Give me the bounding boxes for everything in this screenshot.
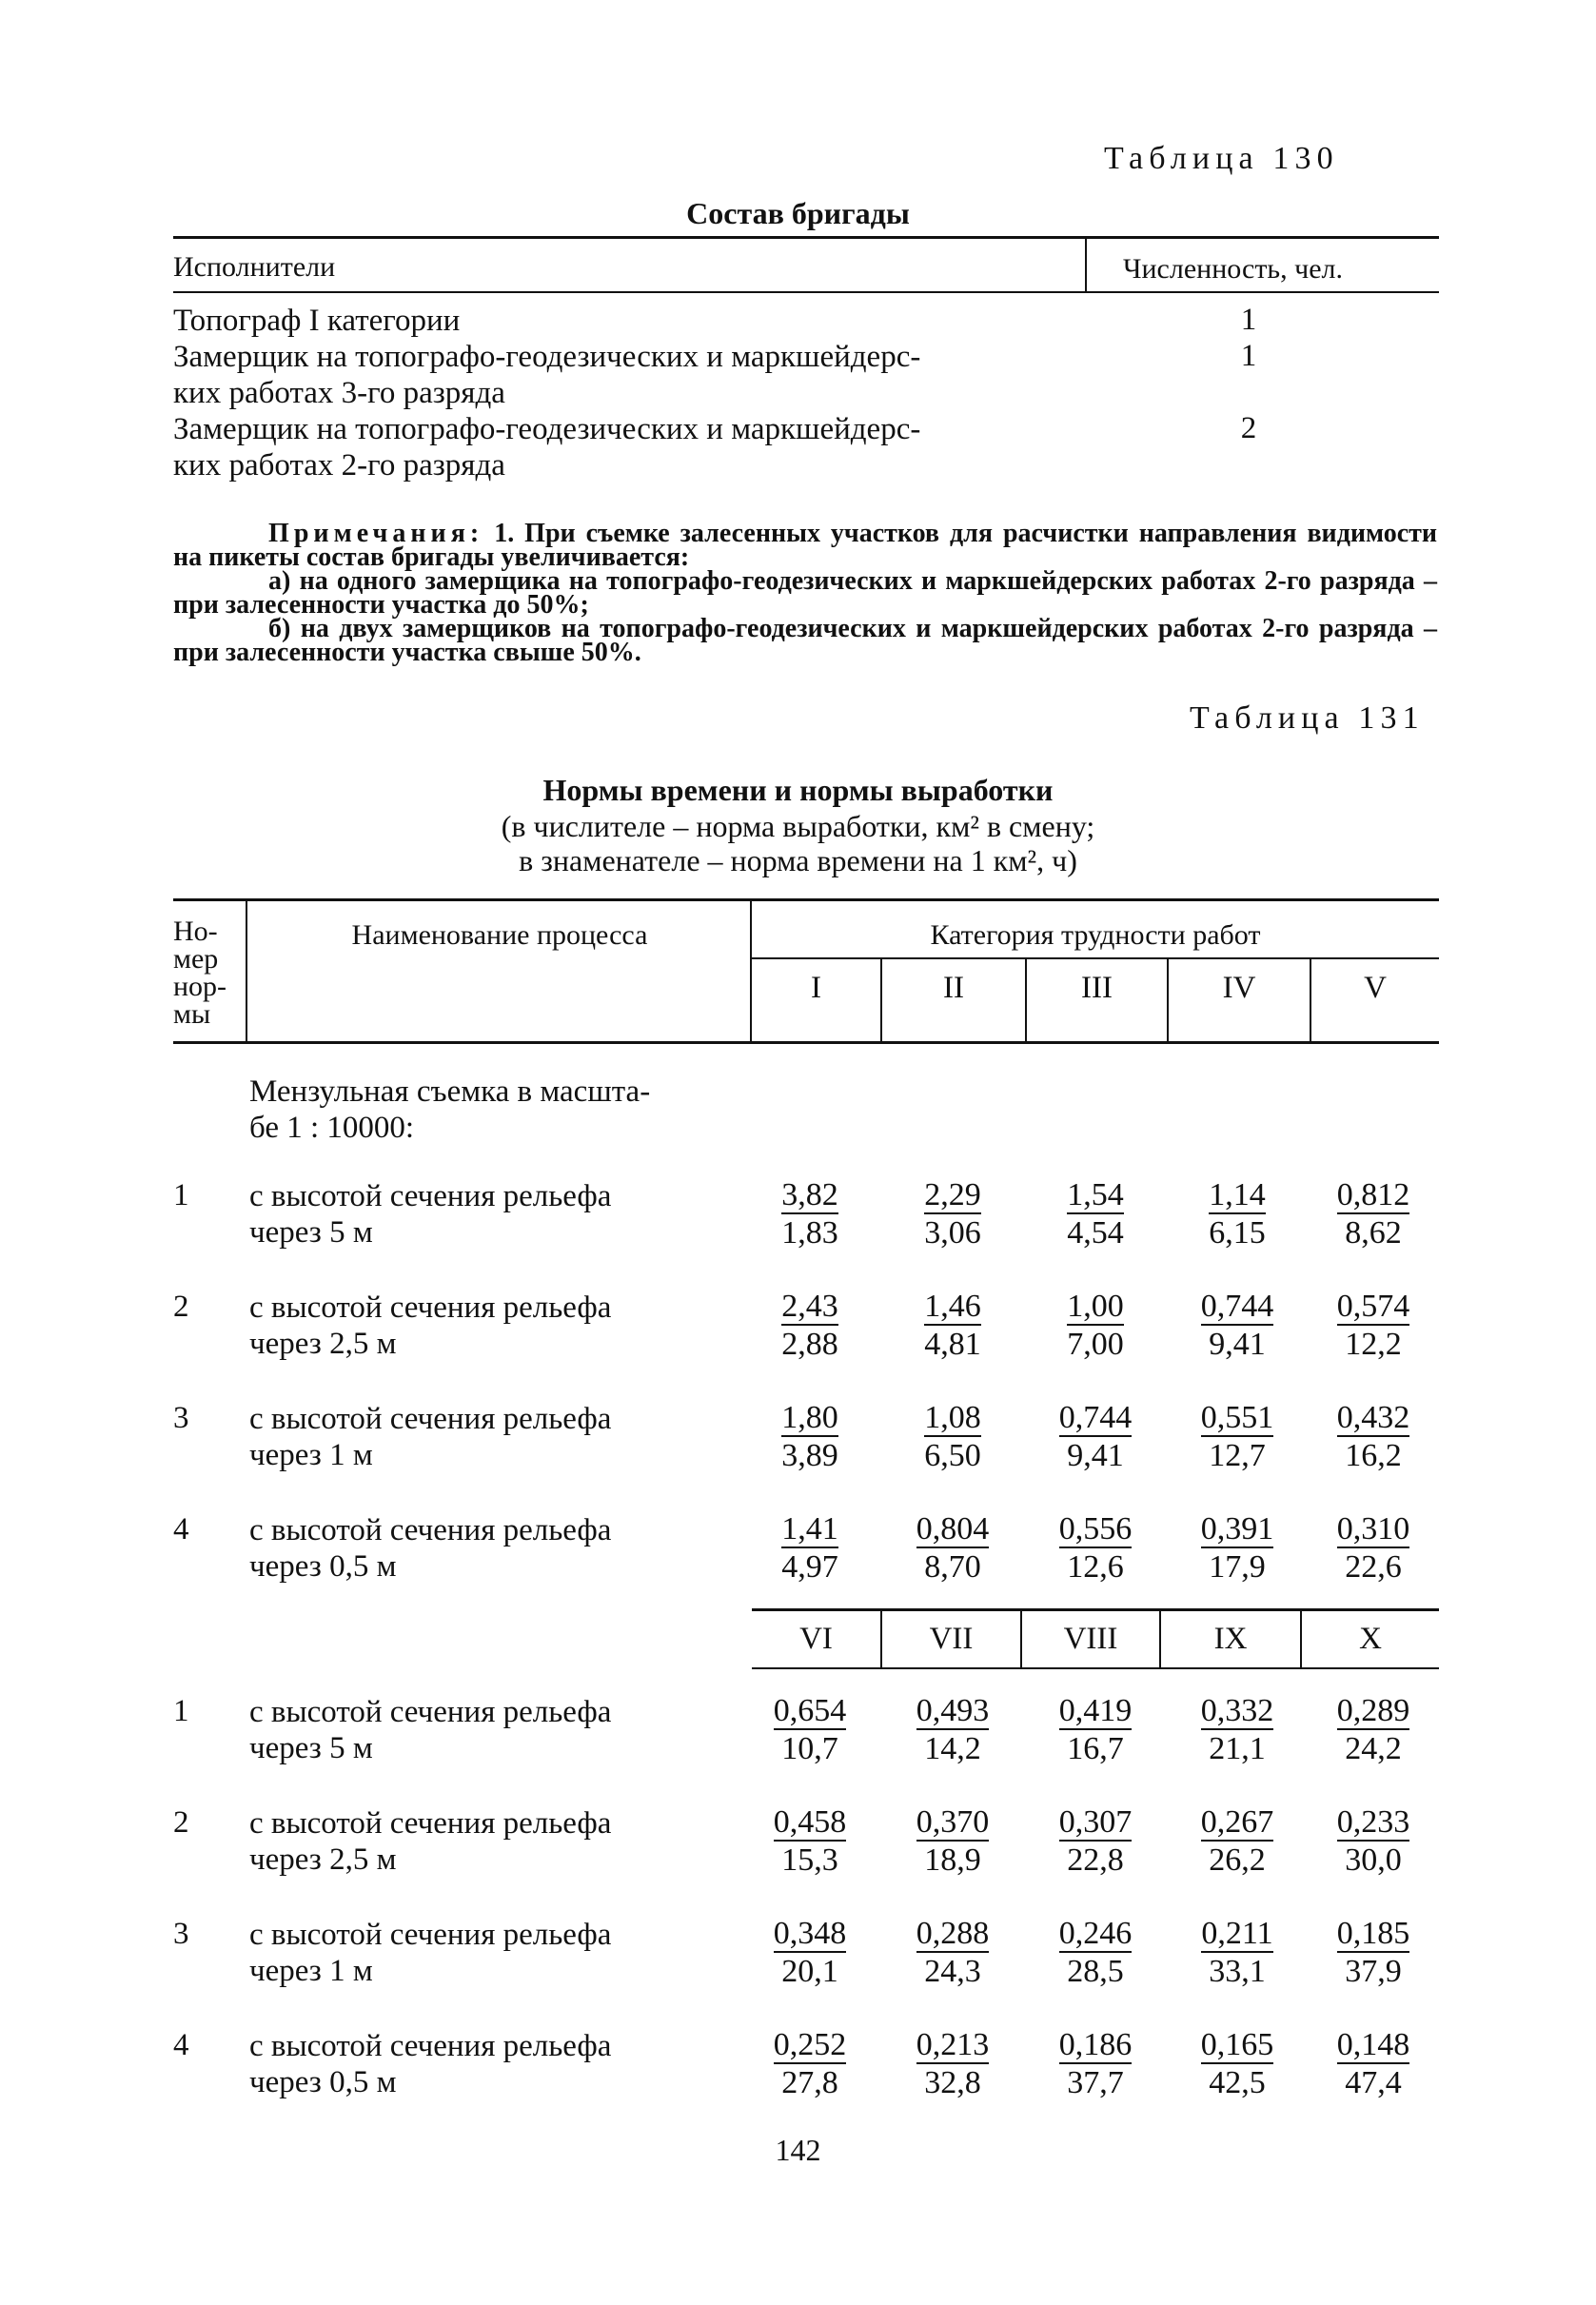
- table-130-top-rule: [173, 236, 1439, 239]
- table-130-title: Состав бригады: [686, 196, 910, 230]
- norm-fraction: [1185, 2026, 1290, 2102]
- note-1: 1. При съемке залесенных участков для расчистки направления видимости на пикеты состав бригады увеличивается:: [173, 519, 1438, 572]
- table-130-row: [173, 339, 920, 411]
- row-text: Топограф I категории: [173, 304, 461, 338]
- norm-fraction: [1185, 1176, 1290, 1252]
- table-131-top-rule: [173, 898, 1439, 901]
- output-norm: 0,148: [1336, 2027, 1410, 2062]
- norm-fraction: [1185, 1915, 1290, 1991]
- time-norm: 6,50: [924, 1438, 981, 1473]
- norm-number: 3: [173, 1917, 189, 1951]
- norm-fraction: [900, 1176, 1005, 1252]
- time-norm: 27,8: [781, 2065, 838, 2100]
- output-norm: 0,332: [1200, 1693, 1274, 1728]
- norm-fraction: [1321, 1288, 1426, 1364]
- time-norm: 9,41: [1209, 1327, 1266, 1362]
- time-norm: 6,15: [1209, 1215, 1266, 1251]
- time-norm: 16,7: [1067, 1731, 1124, 1766]
- output-norm: 0,804: [916, 1511, 990, 1547]
- norm-fraction: [1043, 1803, 1148, 1880]
- process-name: с высотой сечения рельефа через 0,5 м: [249, 2029, 612, 2099]
- time-norm: 32,8: [924, 2065, 981, 2100]
- time-norm: 8,70: [924, 1549, 981, 1585]
- category-col-6: VI: [799, 1622, 833, 1656]
- norm-fraction: [900, 1510, 1005, 1586]
- norm-number: 4: [173, 2028, 189, 2062]
- table-130-label: Таблица 130: [1104, 141, 1339, 176]
- norm-fraction: [758, 1692, 862, 1768]
- output-norm: 0,812: [1336, 1177, 1410, 1212]
- norm-fraction: [758, 1915, 862, 1991]
- output-norm: 0,432: [1336, 1400, 1410, 1435]
- time-norm: 26,2: [1209, 1842, 1266, 1878]
- norm-fraction: [1321, 1803, 1426, 1880]
- output-norm: 0,556: [1058, 1511, 1133, 1547]
- norm-fraction: [758, 1288, 862, 1364]
- norm-fraction: [1321, 1915, 1426, 1991]
- time-norm: 10,7: [781, 1731, 838, 1766]
- table-130-header-count: Численность, чел.: [1123, 253, 1343, 285]
- norm-fraction: [1043, 1915, 1148, 1991]
- norm-number: 4: [173, 1512, 189, 1547]
- output-norm: 0,574: [1336, 1289, 1410, 1324]
- norm-fraction: [1185, 1510, 1290, 1586]
- time-norm: 37,9: [1345, 1954, 1402, 1989]
- norm-fraction: [1043, 2026, 1148, 2102]
- time-norm: 14,2: [924, 1731, 981, 1766]
- process-name: с высотой сечения рельефа через 2,5 м: [249, 1806, 612, 1877]
- output-norm: 0,391: [1200, 1511, 1274, 1547]
- norm-fraction: [1043, 1399, 1148, 1475]
- output-norm: 0,185: [1336, 1916, 1410, 1951]
- time-norm: 20,1: [781, 1954, 838, 1989]
- time-norm: 2,88: [781, 1327, 838, 1362]
- norm-fraction: [900, 1288, 1005, 1364]
- norm-fraction: [900, 1915, 1005, 1991]
- table-131-header-rule: [173, 1041, 1439, 1044]
- norm-number: 1: [173, 1694, 189, 1728]
- header-process: Наименование процесса: [351, 919, 648, 951]
- table-131-title: Нормы времени и нормы выработки: [542, 773, 1054, 807]
- time-norm: 30,0: [1345, 1842, 1402, 1878]
- output-norm: 0,654: [773, 1693, 847, 1728]
- output-norm: 0,246: [1058, 1916, 1133, 1951]
- output-norm: 0,348: [773, 1916, 847, 1951]
- norm-fraction: [900, 1803, 1005, 1880]
- row-text-cont: ких работах 2-го разряда: [173, 448, 505, 483]
- time-norm: 12,2: [1345, 1327, 1402, 1362]
- norm-fraction: [1043, 1176, 1148, 1252]
- time-norm: 12,7: [1209, 1438, 1266, 1473]
- process-name: с высотой сечения рельефа через 5 м: [249, 1179, 612, 1250]
- row-count: 1: [1240, 303, 1257, 337]
- output-norm: 0,458: [773, 1804, 847, 1840]
- output-norm: 0,744: [1058, 1400, 1133, 1435]
- norm-fraction: [758, 1803, 862, 1880]
- time-norm: 22,8: [1067, 1842, 1124, 1878]
- norm-number: 2: [173, 1290, 189, 1324]
- process-name: с высотой сечения рельефа через 0,5 м: [249, 1513, 612, 1584]
- output-norm: 0,744: [1200, 1289, 1274, 1324]
- norm-fraction: [1321, 1176, 1426, 1252]
- time-norm: 24,2: [1345, 1731, 1402, 1766]
- norm-fraction: [1043, 1692, 1148, 1768]
- time-norm: 17,9: [1209, 1549, 1266, 1585]
- norm-fraction: [1321, 2026, 1426, 2102]
- output-norm: 0,307: [1058, 1804, 1133, 1840]
- table-130-col-divider: [1085, 238, 1087, 293]
- notes-block: [173, 519, 1438, 667]
- output-norm: 3,82: [781, 1177, 838, 1212]
- time-norm: 3,06: [924, 1215, 981, 1251]
- time-norm: 18,9: [924, 1842, 981, 1878]
- category-col-2: II: [943, 971, 964, 1005]
- table-131-subtitle: в знаменателе – норма времени на 1 км², ч): [519, 843, 1077, 877]
- norm-number: 2: [173, 1805, 189, 1840]
- table-131-label: Таблица 131: [1190, 700, 1425, 736]
- category-col-7: VII: [929, 1622, 974, 1656]
- output-norm: 2,43: [781, 1289, 838, 1324]
- header-category: Категория трудности работ: [930, 919, 1261, 951]
- note-a: а) на одного замерщика на топографо-геодезических и маркшейдерских работах 2-го разряда – при залесенности участка до 50%;: [173, 566, 1437, 620]
- row-text: Замерщик на топографо-геодезических и маркшейдерс-: [173, 340, 921, 374]
- time-norm: 47,4: [1345, 2065, 1402, 2100]
- time-norm: 16,2: [1345, 1438, 1402, 1473]
- category-col-3: III: [1081, 971, 1113, 1005]
- row-text: Замерщик на топографо-геодезических и маркшейдерс-: [173, 412, 921, 446]
- time-norm: 4,54: [1067, 1215, 1124, 1251]
- process-name: с высотой сечения рельефа через 5 м: [249, 1695, 612, 1765]
- norm-fraction: [1185, 1399, 1290, 1475]
- norm-fraction: [1185, 1288, 1290, 1364]
- output-norm: 0,186: [1058, 2027, 1133, 2062]
- time-norm: 1,83: [781, 1215, 838, 1251]
- process-name: с высотой сечения рельефа через 2,5 м: [249, 1290, 612, 1361]
- note-b: б) на двух замерщиков на топографо-геодезических и маркшейдерских работах 2-го разряда – при залесенности участка свыше 50%.: [173, 614, 1437, 667]
- table-131-col-divider: [246, 900, 247, 1043]
- output-norm: 0,289: [1336, 1693, 1410, 1728]
- time-norm: 21,1: [1209, 1731, 1266, 1766]
- norm-number: 3: [173, 1401, 189, 1435]
- time-norm: 37,7: [1067, 2065, 1124, 2100]
- time-norm: 42,5: [1209, 2065, 1266, 2100]
- output-norm: 1,08: [924, 1400, 981, 1435]
- output-norm: 0,419: [1058, 1693, 1133, 1728]
- row-count: 1: [1240, 339, 1257, 373]
- output-norm: 0,551: [1200, 1400, 1274, 1435]
- output-norm: 0,213: [916, 2027, 990, 2062]
- norm-fraction: [1321, 1399, 1426, 1475]
- output-norm: 1,41: [781, 1511, 838, 1547]
- norm-fraction: [900, 1399, 1005, 1475]
- output-norm: 1,14: [1209, 1177, 1266, 1212]
- time-norm: 15,3: [781, 1842, 838, 1878]
- time-norm: 4,97: [781, 1549, 838, 1585]
- time-norm: 7,00: [1067, 1327, 1124, 1362]
- table-131-category-rule: [750, 957, 1439, 959]
- page-number: 142: [775, 2133, 821, 2167]
- category-col-10: X: [1359, 1622, 1382, 1656]
- table-130-row: [173, 303, 460, 339]
- norm-fraction: [758, 1510, 862, 1586]
- table-130-header-rule: [173, 291, 1439, 293]
- output-norm: 0,288: [916, 1916, 990, 1951]
- output-norm: 1,80: [781, 1400, 838, 1435]
- table-131-subtitle: (в числителе – норма выработки, км² в смену;: [501, 809, 1095, 843]
- output-norm: 2,29: [924, 1177, 981, 1212]
- output-norm: 1,54: [1067, 1177, 1124, 1212]
- norm-fraction: [758, 1176, 862, 1252]
- time-norm: 22,6: [1345, 1549, 1402, 1585]
- process-name: с высотой сечения рельефа через 1 м: [249, 1402, 612, 1472]
- time-norm: 8,62: [1345, 1215, 1402, 1251]
- output-norm: 0,370: [916, 1804, 990, 1840]
- time-norm: 33,1: [1209, 1954, 1266, 1989]
- row-text-cont: ких работах 3-го разряда: [173, 376, 505, 410]
- norm-fraction: [758, 2026, 862, 2102]
- row-count: 2: [1240, 411, 1257, 445]
- output-norm: 0,233: [1336, 1804, 1410, 1840]
- table-131-subheader-bottom-rule: [752, 1667, 1439, 1669]
- table-131-subheader-top-rule: [752, 1608, 1439, 1611]
- header-number: Но- мер нор- мы: [173, 916, 227, 1030]
- category-col-1: I: [811, 971, 821, 1005]
- category-col-8: VIII: [1063, 1622, 1118, 1656]
- norm-fraction: [1321, 1510, 1426, 1586]
- time-norm: 12,6: [1067, 1549, 1124, 1585]
- table-130-row: [173, 411, 920, 483]
- table-130-header-performers: Исполнители: [173, 251, 336, 283]
- notes-lead: Примечания:: [268, 519, 484, 548]
- time-norm: 3,89: [781, 1438, 838, 1473]
- output-norm: 0,165: [1200, 2027, 1274, 2062]
- norm-fraction: [1185, 1803, 1290, 1880]
- norm-fraction: [900, 2026, 1005, 2102]
- time-norm: 4,81: [924, 1327, 981, 1362]
- norm-number: 1: [173, 1178, 189, 1212]
- category-col-5: V: [1364, 971, 1387, 1005]
- norm-fraction: [1043, 1288, 1148, 1364]
- output-norm: 1,00: [1067, 1289, 1124, 1324]
- norm-fraction: [758, 1399, 862, 1475]
- time-norm: 24,3: [924, 1954, 981, 1989]
- output-norm: 1,46: [924, 1289, 981, 1324]
- norm-fraction: [1043, 1510, 1148, 1586]
- time-norm: 28,5: [1067, 1954, 1124, 1989]
- output-norm: 0,252: [773, 2027, 847, 2062]
- norm-fraction: [900, 1692, 1005, 1768]
- norm-fraction: [1321, 1692, 1426, 1768]
- category-col-4: IV: [1222, 971, 1256, 1005]
- output-norm: 0,310: [1336, 1511, 1410, 1547]
- norm-fraction: [1185, 1692, 1290, 1768]
- time-norm: 9,41: [1067, 1438, 1124, 1473]
- output-norm: 0,267: [1200, 1804, 1274, 1840]
- process-name: с высотой сечения рельефа через 1 м: [249, 1918, 612, 1988]
- output-norm: 0,493: [916, 1693, 990, 1728]
- output-norm: 0,211: [1201, 1916, 1273, 1951]
- category-col-9: IX: [1213, 1622, 1248, 1656]
- section-title: Мензульная съемка в масшта- бе 1 : 10000:: [249, 1074, 651, 1145]
